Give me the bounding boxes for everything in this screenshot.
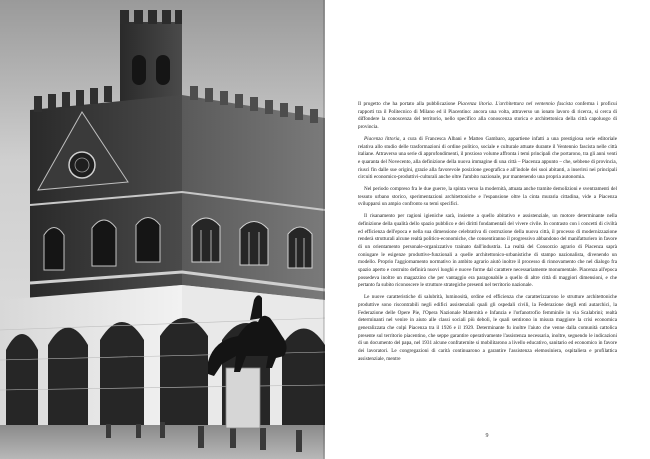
paragraph-2: Piacenza littoria, a cura di Francesca Albani e Matteo Gambaro, appartiene infatti a una prestigiosa serie editoriale relativa allo studio delle trasformazioni di ordine politico, sociale e culturale attuate durante il Ventennio fascista nelle città italiane. Attraverso una serie di approfondimenti, il prezioso volume affronta i temi principali che portarono, tra gli anni venti e quaranta del Novecento, alla definizione della nuova immagine di una città – Piacenza appunto – che, sebbene di provincia, riuscì fin dalle sue origini, grazie alla favorevole posizione geografica e all'indole dei suoi abitanti, a inserirsi nei principali circuiti economico-produttivi-culturali anche oltre l'ambito nazionale, pur mantenendo una propria autonomia. xyxy=(358,135,617,181)
book-title: Piacenza litoria. L'architettura nel ventennio fascista xyxy=(457,101,573,107)
body-text xyxy=(358,101,617,364)
paragraph-5: Le nuove caratteristiche di salubrità, luminosità, ordine ed efficienza che caratterizzarono le strutture architettoniche produttive sono riscontrabili negli edifici assistenziali quali gli ospedali civili, la Federazione degli enti autarchici, la Federazione delle Opere Pie, l'Opera Nazionale Maternità e Infanzia e l'orfanotrofio femminile in via Scalabrini; realtà determinanti nel venire in aiuto alle classi sociali più deboli, le quali sentirono in misura maggiore la crisi economica generalizzata che colpì Piacenza tra il 1926 e il 1929. Determinante fu inoltre l'aiuto che venne dalla comunità cattolica presente sul territorio piacentino, che seppe garantire operativamente l'assistenza necessaria, inoltre, seguendo le indicazioni di un documento del papa, nel 1931 alcune confraternite si mobilitarono a livello educativo, sanitario ed economico in favore dei lavoratori. Le congregazioni di carità continuarono a garantire l'assistenza elemosiniera, ospitaliera e profilattica assistenziale, mentre xyxy=(358,294,617,362)
paragraph-3: Nel periodo compreso fra le due guerre, la spinta verso la modernità, attuata anche tramite demolizioni e sventramenti del tessuto urbano storico, sperimentazioni architettoniche e l'espansione oltre la cinta muraria cittadina, vide a Piacenza svilupparsi un ampio confronto su temi specifici. xyxy=(358,186,617,208)
paragraph-4: Il risanamento per ragioni igieniche sarà, insieme a quello abitativo e assistenziale, un motore determinante nella definizione della qualità dello spazio pubblico e dei diritti fondamentali del vivere civile. In contrasto con i concetti di civiltà ed efficienza dell'epoca e nella sua dimensione celebrativa di costruzione della nuova città, il processo di modernizzazione renderà strutturali alcune realtà politico-economiche, che consentiranno il progressivo abbandono del manifatturiero in favore di un orientamento personale-organizzativo trainato dall'industria. La realtà del Consorzio agrario di Piacenza saprà coniugare le esigenze produttive-funzionali a quelle architettonico-urbanistiche di stampo nazionalista, divenendo un modello. Proprio l'aggiornamento normativo in ambito agrario aiutò inoltre il processo di rinnovamento che nel dialogo fra spazio aperto e costruito definirà nuovi luoghi e nuove forme dal carattere necessariamente monumentale. Piacenza all'epoca possedeva inoltre un magazzino che per vantaggio era paragonabile a quello di altre città di maggiori dimensioni, e che pertanto fa subito riconoscere le strutture strategiche presenti nel territorio nazionale. xyxy=(358,213,617,289)
page-number: 9 xyxy=(485,433,489,439)
right-page xyxy=(325,0,650,459)
paragraph-1: Il progetto che ha portato alla pubblicazione Piacenza litoria. L'architettura nel ventennio fascista conferma i proficui rapporti tra il Politecnico di Milano ed il Piacentino: ancora una volta, attraverso un ionato lavoro di ricerca, si cerca di diffondere la conoscenza del territorio, nello specifico alla conoscenza storica e architettonica della città capoluogo di provincia. xyxy=(358,101,617,131)
